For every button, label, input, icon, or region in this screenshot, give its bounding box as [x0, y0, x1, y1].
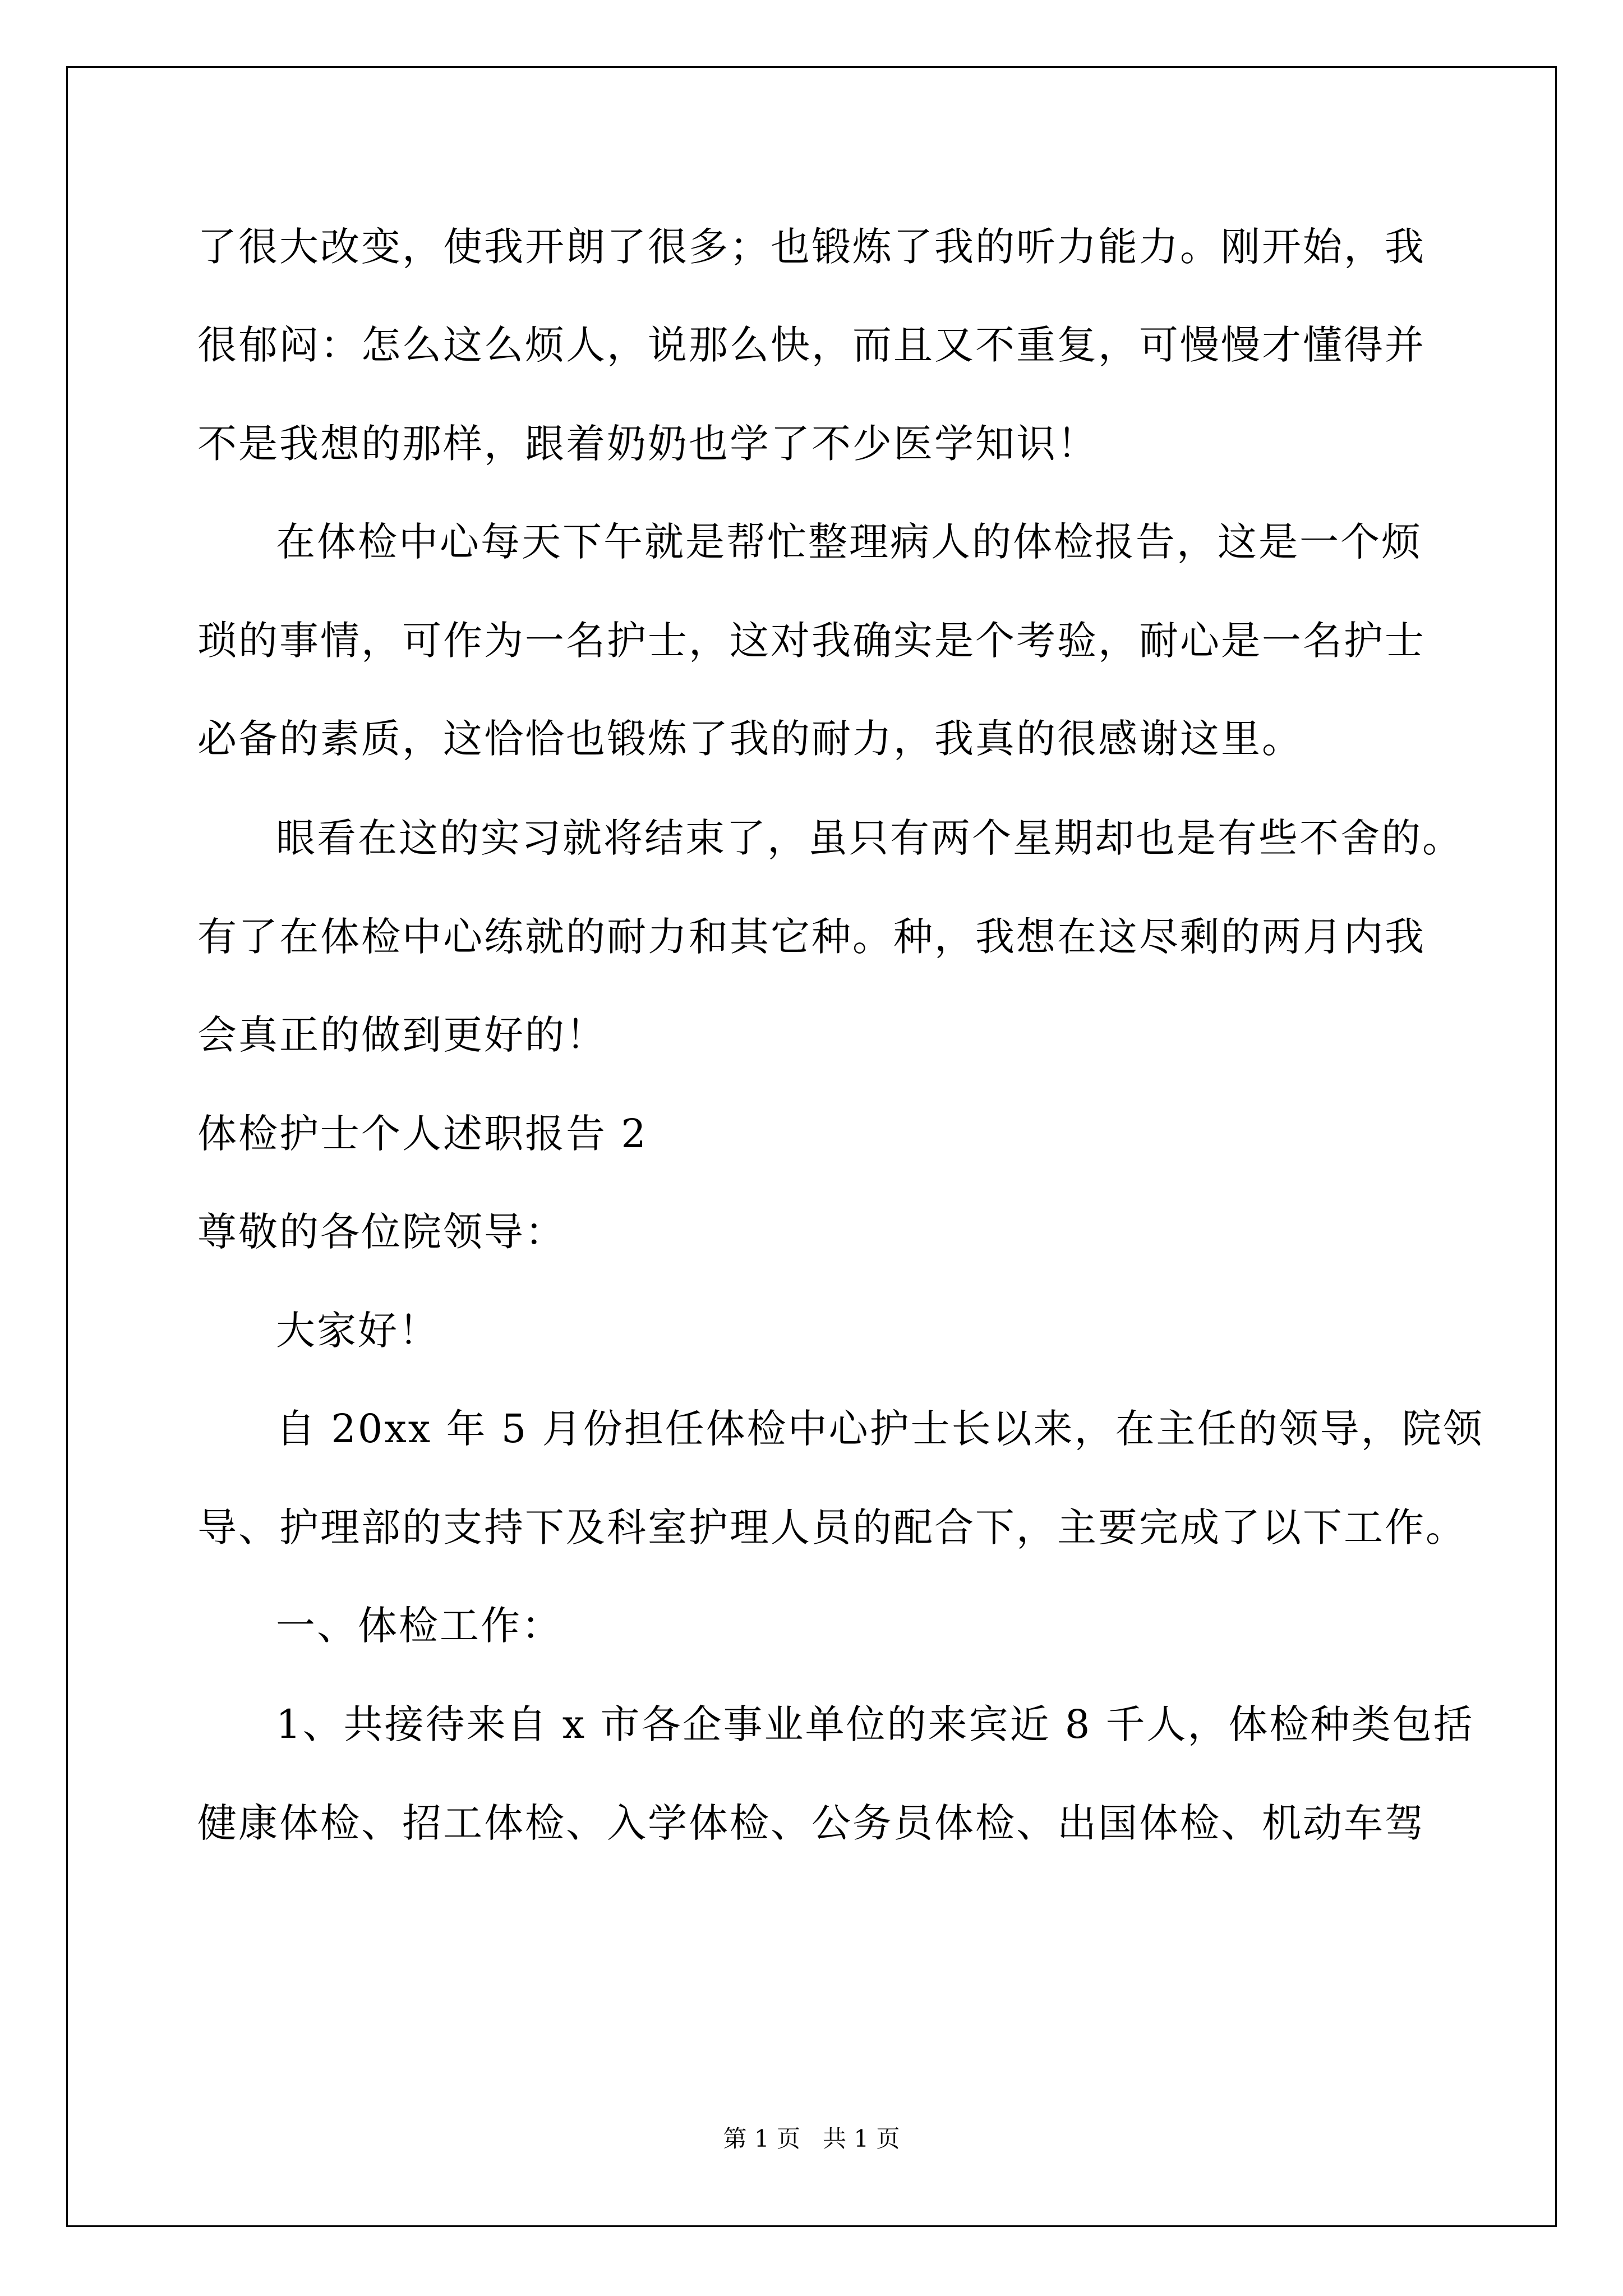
subheading: 一、体检工作：	[276, 1603, 562, 1649]
text-line: 有了在体检中心练就的耐力和其它种。种，我想在这尽剩的两月内我	[197, 914, 1426, 960]
text-line: 导、护理部的支持下及科室护理人员的配合下，主要完成了以下工作。	[197, 1504, 1467, 1550]
section-title: 体检护士个人述职报告 2	[197, 1111, 648, 1157]
text-line: 在体检中心每天下午就是帮忙整理病人的体检报告，这是一个烦	[276, 519, 1422, 565]
salutation: 尊敬的各位院领导：	[197, 1209, 566, 1255]
text-line: 必备的素质，这恰恰也锻炼了我的耐力，我真的很感谢这里。	[197, 716, 1303, 762]
text-line: 健康体检、招工体检、入学体检、公务员体检、出国体检、机动车驾	[197, 1800, 1426, 1846]
greeting: 大家好！	[276, 1308, 440, 1354]
text-line: 会真正的做到更好的！	[197, 1012, 607, 1058]
text-line: 琐的事情，可作为一名护士，这对我确实是个考验，耐心是一名护士	[197, 618, 1426, 664]
text-line: 自 20xx 年 5 月份担任体检中心护士长以来，在主任的领导，院领	[276, 1406, 1484, 1452]
text-line: 了很大改变，使我开朗了很多；也锻炼了我的听力能力。刚开始，我	[197, 224, 1426, 270]
text-line: 不是我想的那样，跟着奶奶也学了不少医学知识！	[197, 421, 1098, 467]
page-footer: 第 1 页 共 1 页	[723, 2125, 900, 2152]
text-line: 很郁闷：怎么这么烦人，说那么快，而且又不重复，可慢慢才懂得并	[197, 322, 1426, 368]
text-line: 眼看在这的实习就将结束了，虽只有两个星期却也是有些不舍的。	[276, 815, 1463, 861]
text-line: 1、共接待来自 x 市各企事业单位的来宾近 8 千人，体检种类包括	[276, 1701, 1474, 1747]
